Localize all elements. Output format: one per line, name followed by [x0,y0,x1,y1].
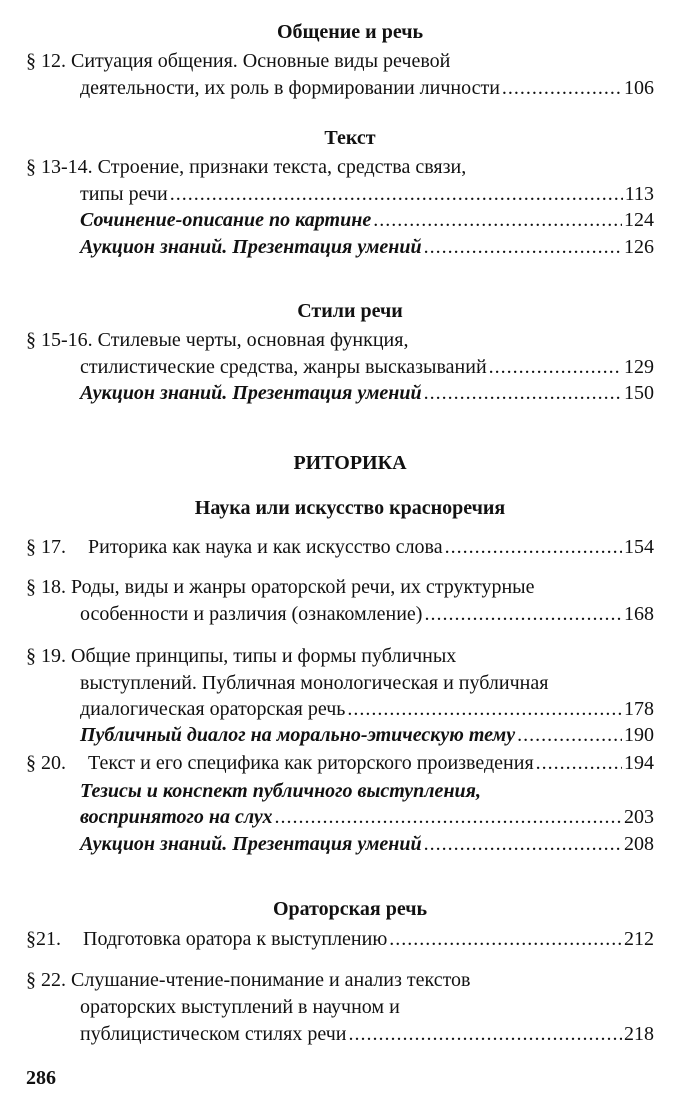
part-title: РИТОРИКА [293,452,407,474]
toc-entry[interactable] [26,48,654,74]
page-ref: 129 [624,356,654,378]
entry-title: Аукцион знаний. Презентация умений [80,382,422,404]
section-number: § 19. [26,645,66,667]
entry-title: типы речи [80,183,168,205]
section-heading: Текст [324,127,376,149]
entry-title: Слушание-чтение-понимание и анализ текстов [71,969,471,991]
entry-title: Тезисы и конспект публичного выступления, [80,780,481,802]
section-number: § 12. [26,50,66,72]
entry-title: Аукцион знаний. Презентация умений [80,833,422,855]
toc-entry[interactable] [26,750,654,776]
toc-subentry[interactable] [80,380,654,406]
dot-leader [389,926,622,952]
entry-title: Роды, виды и жанры ораторской речи, их структурные [71,576,535,598]
dot-leader [424,831,622,857]
page-ref: 150 [624,382,654,404]
entry-title: Общие принципы, типы и формы публичных [71,645,457,667]
page-ref: 168 [624,603,654,625]
dot-leader [347,696,622,722]
toc-subentry[interactable] [80,831,654,857]
dot-leader [424,601,622,627]
entry-title: особенности и различия (ознакомление) [80,603,423,625]
page-ref: 208 [624,833,654,855]
dot-leader [348,1021,622,1047]
dot-leader [424,234,622,260]
toc-subentry[interactable] [80,207,654,233]
toc-entry[interactable] [26,967,654,993]
section-heading: Общение и речь [276,21,424,43]
dot-leader [373,207,622,233]
toc-entry-continuation[interactable] [80,354,654,380]
toc-entry-continuation[interactable] [80,75,654,101]
dot-leader [445,534,622,560]
entry-title: стилистические средства, жанры высказываний [80,356,487,378]
toc-entry-continuation[interactable] [80,601,654,627]
entry-title: Публичный диалог на морально-этическую тему [80,724,516,746]
entry-title: Стилевые черты, основная функция, [97,329,409,351]
entry-title: воспринятого на слух [80,806,273,828]
entry-title: выступлений. Публичная монологическая и публичная [80,672,549,694]
entry-title: диалогическая ораторская речь [80,698,346,720]
page-ref: 203 [624,806,654,828]
dot-leader [274,804,622,830]
section-number: § 13-14. [26,156,93,178]
entry-title: деятельности, их роль в формировании личности [80,77,500,99]
dot-leader [489,354,622,380]
page-ref: 190 [624,724,654,746]
toc-entry[interactable] [26,154,654,180]
entry-title: Сочинение-описание по картине [80,209,372,231]
entry-title: Риторика как наука и как искусство слова [88,536,443,558]
toc-subentry[interactable] [80,804,654,830]
page-ref: 194 [624,752,654,774]
dot-leader [536,750,622,776]
toc-entry-continuation[interactable] [80,696,654,722]
page-ref: 178 [624,698,654,720]
entry-title: публицистическом стилях речи [80,1023,347,1045]
section-number: §21. [26,928,61,950]
entry-title: ораторских выступлений в научном и [80,996,400,1018]
page-ref: 113 [624,183,654,205]
page-ref: 126 [624,236,654,258]
page-ref: 124 [624,209,654,231]
section-heading: Наука или искусство красноречия [194,497,506,519]
dot-leader [502,75,622,101]
toc-subentry[interactable] [80,234,654,260]
dot-leader [517,722,622,748]
page-ref: 218 [624,1023,654,1045]
toc-subentry[interactable] [80,722,654,748]
toc-entry[interactable] [26,926,654,952]
dot-leader [424,380,622,406]
toc-entry[interactable] [26,327,654,353]
section-number: § 17. [26,536,66,558]
entry-title: Ситуация общения. Основные виды речевой [71,50,451,72]
toc-entry[interactable] [26,574,654,600]
entry-title: Строение, признаки текста, средства связи, [97,156,467,178]
dot-leader [170,181,623,207]
entry-title: Подготовка оратора к выступлению [83,928,388,950]
toc-entry-continuation[interactable] [80,1021,654,1047]
section-number: § 20. [26,752,66,774]
toc-entry[interactable] [26,534,654,560]
section-number: § 22. [26,969,66,991]
page-ref: 106 [624,77,654,99]
toc-entry-continuation [80,994,654,1020]
page-ref: 154 [624,536,654,558]
section-heading: Стили речи [297,300,403,322]
entry-title: Текст и его специфика как риторского произведения [88,752,534,774]
page-number: 286 [26,1067,56,1089]
section-number: § 15-16. [26,329,93,351]
section-number: § 18. [26,576,66,598]
toc-entry-continuation [80,670,654,696]
toc-entry-continuation[interactable] [80,181,654,207]
toc-entry[interactable] [26,643,654,669]
entry-title: Аукцион знаний. Презентация умений [80,236,422,258]
toc-subentry [80,778,654,804]
section-heading: Ораторская речь [272,898,428,920]
page-ref: 212 [624,928,654,950]
